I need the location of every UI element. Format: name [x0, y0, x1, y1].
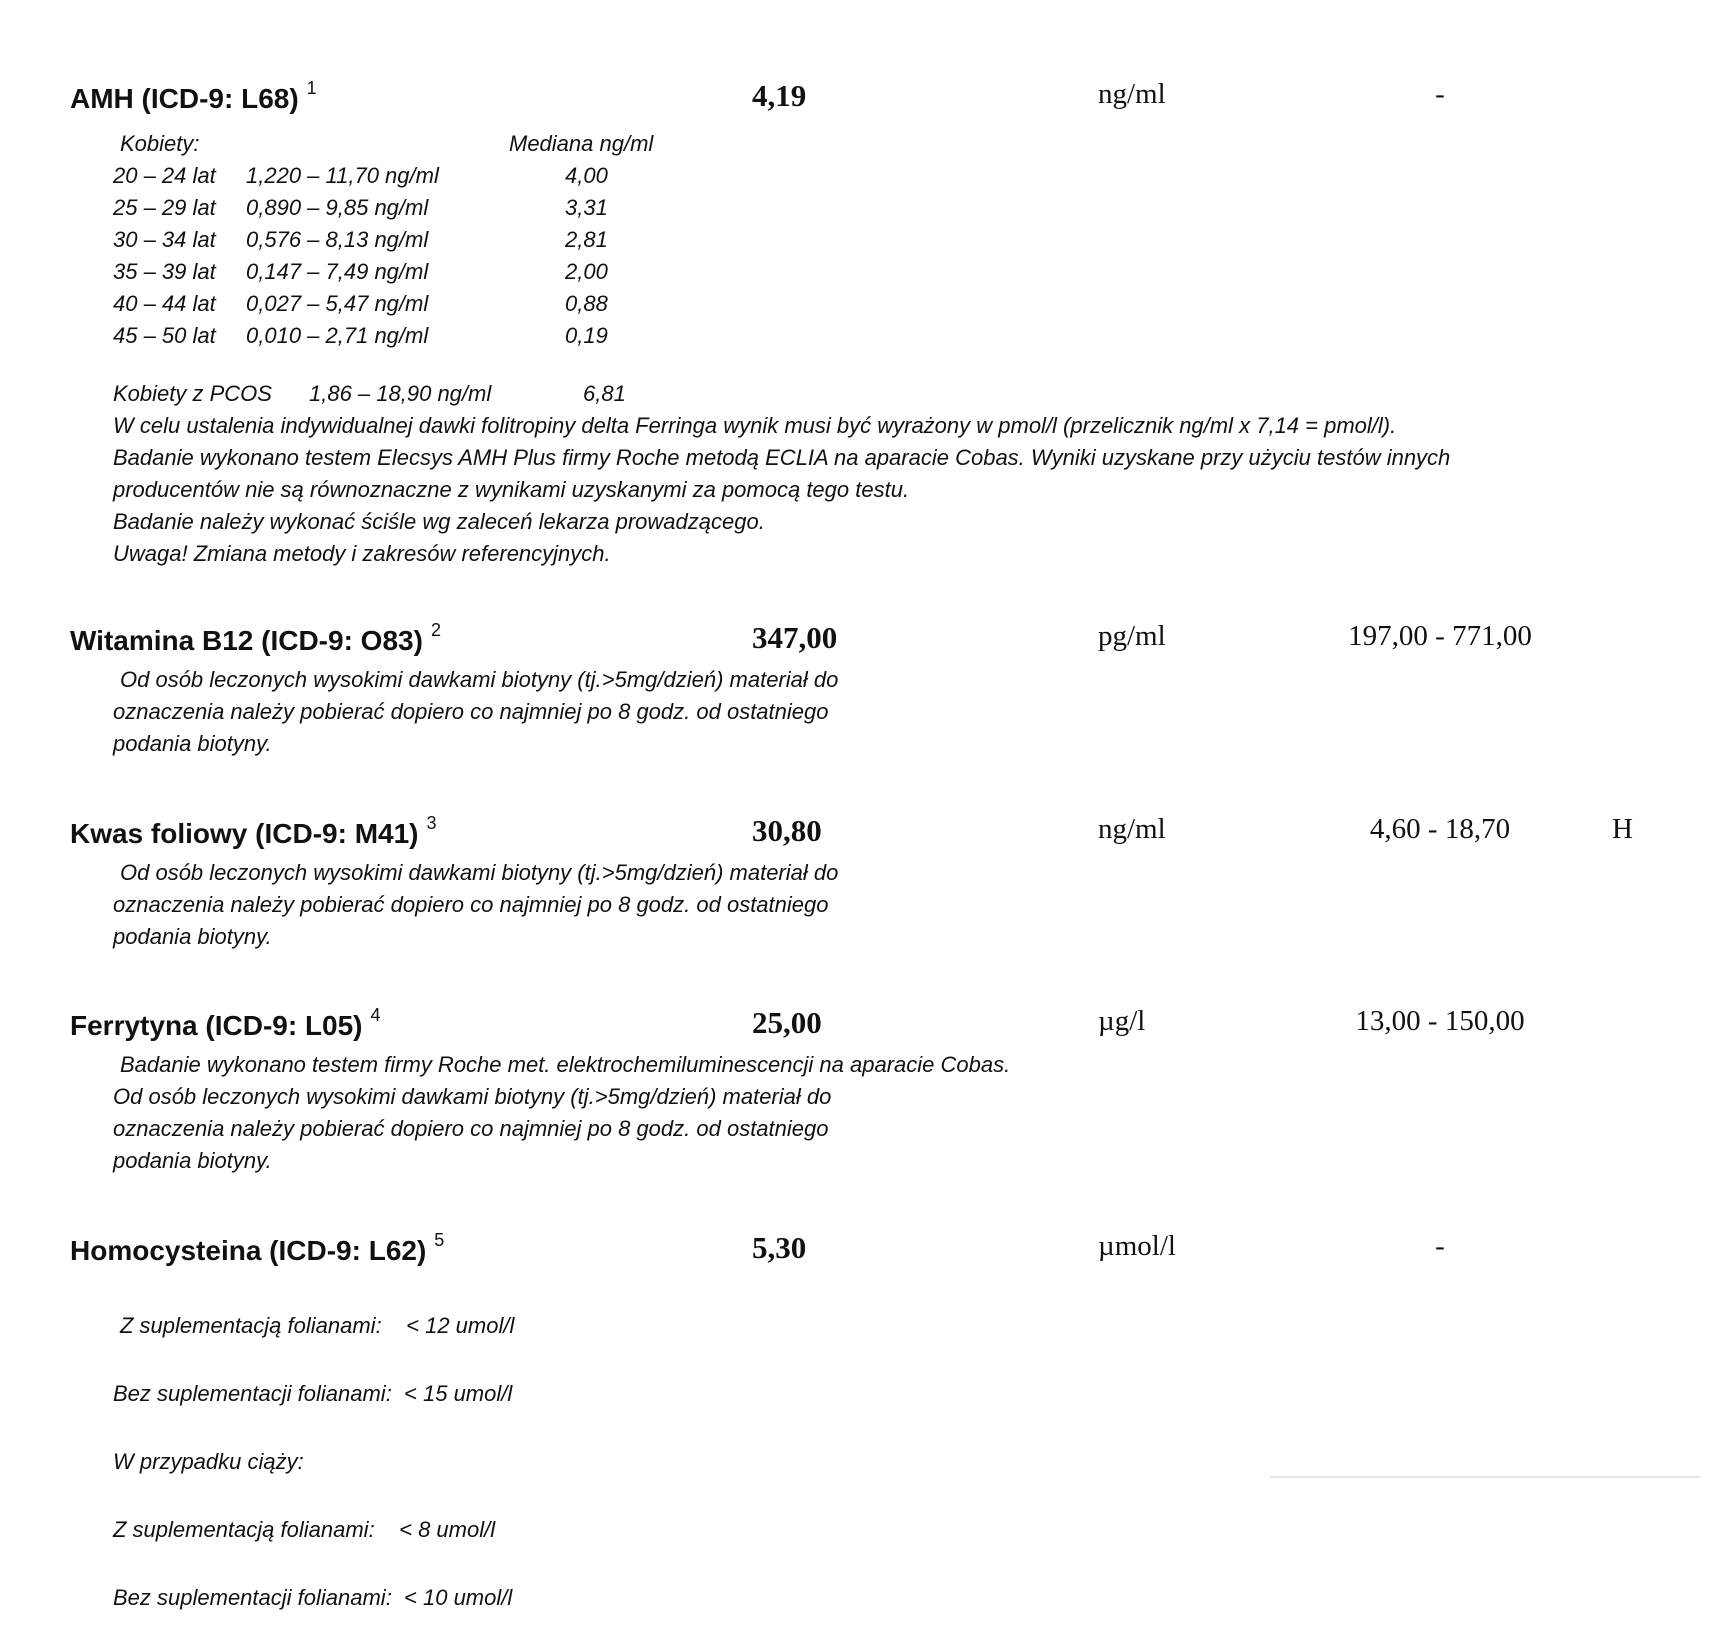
test-ferritin	[0, 1005, 1728, 1185]
age-range: 0,010 – 2,71 ng/ml	[246, 323, 429, 348]
note-line: Od osób leczonych wysokimi dawkami biotyny (tj.>5mg/dzień) materiał do	[120, 667, 839, 692]
pcos-range: 1,86 – 18,90 ng/ml	[309, 381, 492, 406]
note-line: podania biotyny.	[113, 731, 272, 756]
note-line: oznaczenia należy pobierać dopiero co najmniej po 8 godz. od ostatniego	[113, 892, 829, 917]
note-line: producentów nie są równoznaczne z wynikami uzyskanymi za pomocą tego testu.	[113, 477, 910, 502]
test-name: Ferrytyna (ICD-9: L05) $^4$	[70, 1005, 381, 1041]
age-band: 35 – 39 lat	[113, 259, 216, 284]
note-line: oznaczenia należy pobierać dopiero co najmniej po 8 godz. od ostatniego	[113, 699, 829, 724]
note-line: oznaczenia należy pobierać dopiero co najmniej po 8 godz. od ostatniego	[113, 1116, 829, 1141]
footnote-marker: 1	[306, 78, 317, 98]
pcos-label: Kobiety z PCOS	[113, 381, 272, 406]
test-folic-acid	[0, 813, 1728, 963]
result-unit: pg/ml	[1098, 620, 1166, 652]
result-value: 347,00	[752, 620, 838, 655]
age-median: 4,00	[565, 163, 608, 188]
note-line: Bez suplementacji folianami: < 15 umol/l	[113, 1381, 513, 1406]
age-band: 30 – 34 lat	[113, 227, 216, 252]
age-band: 20 – 24 lat	[113, 163, 216, 188]
note-line: podania biotyny.	[113, 924, 272, 949]
reference-range: 197,00 - 771,00	[1348, 620, 1532, 652]
test-name: Kwas foliowy (ICD-9: M41) $^3$	[70, 813, 437, 849]
test-vitamin-b12	[0, 620, 1728, 770]
age-range: 0,890 – 9,85 ng/ml	[246, 195, 429, 220]
high-flag: H	[1612, 813, 1633, 845]
result-value: 30,80	[752, 813, 822, 848]
age-band: 40 – 44 lat	[113, 291, 216, 316]
test-notes	[113, 664, 838, 760]
result-unit: µmol/l	[1098, 1230, 1176, 1262]
test-notes	[113, 857, 838, 953]
test-homocysteine	[0, 1230, 1728, 1610]
age-median: 3,31	[565, 195, 608, 220]
note-line: Uwaga! Zmiana metody i zakresów referencyjnych.	[113, 541, 611, 566]
age-range: 0,576 – 8,13 ng/ml	[246, 227, 429, 252]
test-name: Homocysteina (ICD-9: L62) $^5$	[70, 1230, 445, 1266]
footnote-marker: 4	[370, 1005, 381, 1025]
result-value: 25,00	[752, 1005, 822, 1040]
result-unit: ng/ml	[1098, 813, 1166, 845]
result-row	[0, 1005, 1728, 1045]
age-median: 0,88	[565, 291, 608, 316]
age-range: 0,027 – 5,47 ng/ml	[246, 291, 429, 316]
age-median: 0,19	[565, 323, 608, 348]
age-range: 1,220 – 11,70 ng/ml	[246, 163, 439, 188]
note-line: Badanie należy wykonać ściśle wg zaleceń lekarza prowadzącego.	[113, 509, 765, 534]
note-line: Badanie wykonano testem Elecsys AMH Plus firmy Roche metodą ECLIA na aparacie Cobas. Wyniki uzyskane przy użyciu testów innych	[113, 445, 1451, 470]
note-line: W przypadku ciąży:	[113, 1449, 304, 1474]
test-name: Witamina B12 (ICD-9: O83) $^2$	[70, 620, 441, 656]
age-range: 0,147 – 7,49 ng/ml	[246, 259, 429, 284]
pcos-median: 6,81	[583, 381, 626, 406]
footnote-marker: 5	[434, 1230, 445, 1250]
reference-range: -	[1435, 78, 1445, 110]
note-line: Od osób leczonych wysokimi dawkami biotyny (tj.>5mg/dzień) materiał do	[120, 860, 839, 885]
group-label: Kobiety:	[120, 131, 200, 156]
median-label: Mediana ng/ml	[509, 131, 654, 156]
reference-range: 13,00 - 150,00	[1355, 1005, 1525, 1037]
test-notes	[113, 1274, 514, 1650]
age-median: 2,00	[565, 259, 608, 284]
page-divider	[1270, 1476, 1700, 1478]
test-name: AMH (ICD-9: L68) $^1$	[70, 78, 317, 114]
note-line: Od osób leczonych wysokimi dawkami biotyny (tj.>5mg/dzień) materiał do	[113, 1084, 832, 1109]
age-median: 2,81	[565, 227, 608, 252]
result-unit: ng/ml	[1098, 78, 1166, 110]
note-line: Z suplementacją folianami: < 8 umol/l	[113, 1517, 496, 1542]
result-value: 4,19	[752, 78, 807, 113]
result-unit: µg/l	[1098, 1005, 1146, 1037]
test-notes	[113, 1049, 1010, 1177]
test-amh	[0, 78, 1728, 578]
result-row	[0, 620, 1728, 660]
note-line: Badanie wykonano testem firmy Roche met. elektrochemiluminescencji na aparacie Cobas.	[120, 1052, 1011, 1077]
note-line: podania biotyny.	[113, 1148, 272, 1173]
reference-range: 4,60 - 18,70	[1369, 813, 1511, 845]
note-line: Z suplementacją folianami: < 12 umol/l	[120, 1313, 515, 1338]
result-row	[0, 78, 1728, 118]
note-line: W celu ustalenia indywidualnej dawki folitropiny delta Ferringa wynik musi być wyrażony w pmol/l (przelicznik ng/ml x 7,14 = pmol/l).	[113, 413, 1397, 438]
footnote-marker: 2	[430, 620, 441, 640]
result-row	[0, 813, 1728, 853]
note-line: Bez suplementacji folianami: < 10 umol/l	[113, 1585, 513, 1610]
age-band: 45 – 50 lat	[113, 323, 216, 348]
age-band: 25 – 29 lat	[113, 195, 216, 220]
reference-range: -	[1435, 1230, 1445, 1262]
footnote-marker: 3	[426, 813, 437, 833]
result-value: 5,30	[752, 1230, 807, 1265]
pcos-reference	[113, 378, 813, 410]
test-notes	[113, 410, 1450, 570]
result-row	[0, 1230, 1728, 1270]
